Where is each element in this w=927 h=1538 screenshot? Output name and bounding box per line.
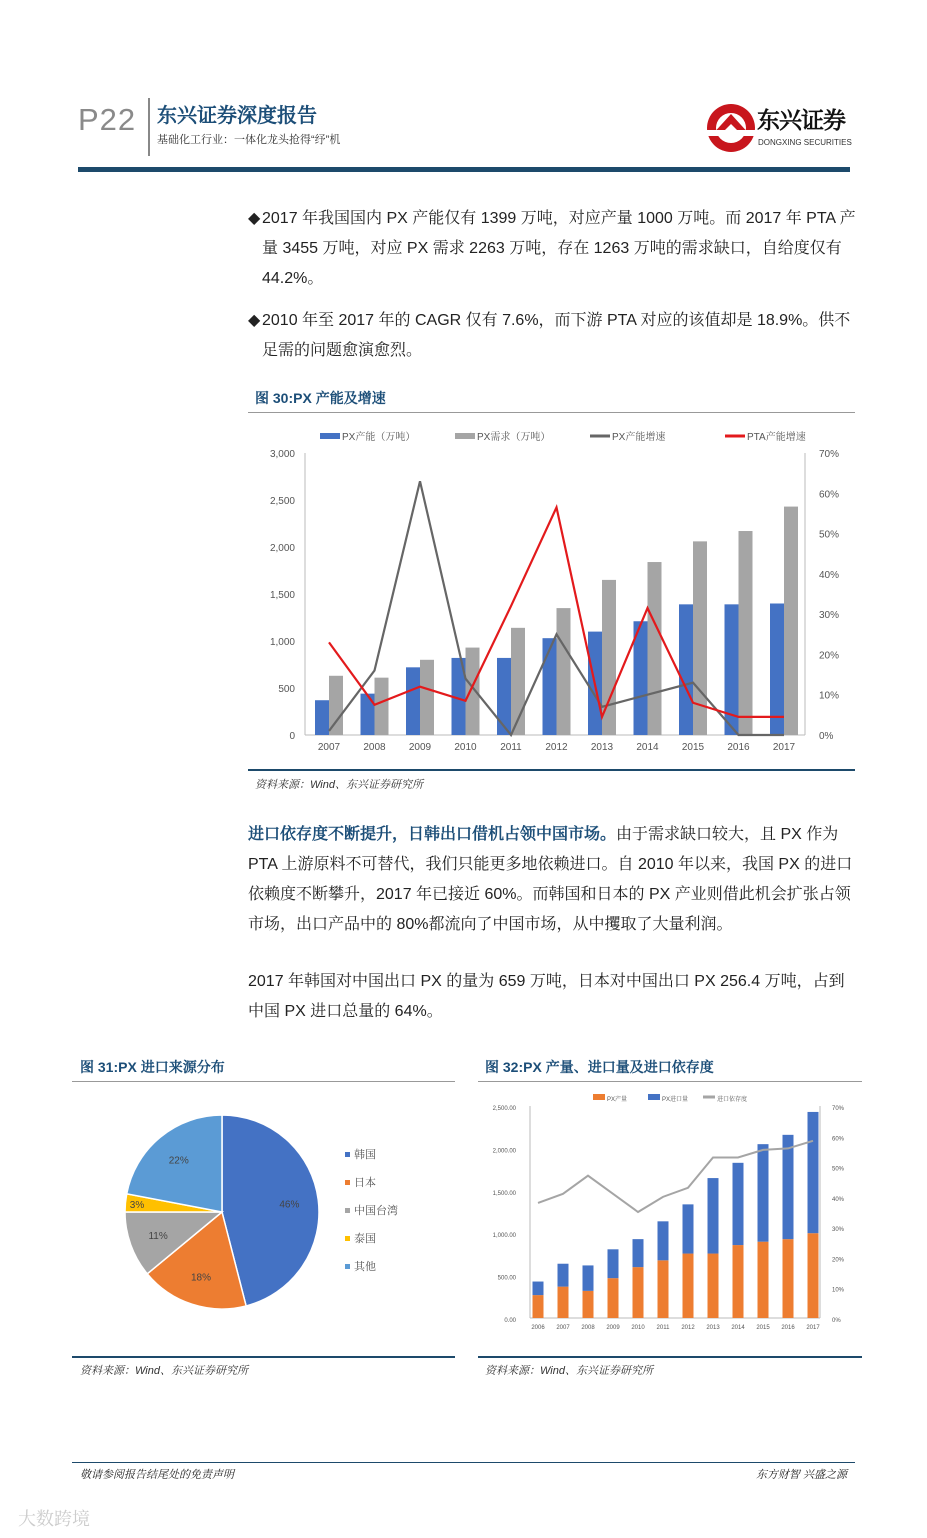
y2-tick-label: 0% xyxy=(832,1318,841,1324)
y-tick-label: 1,500 xyxy=(269,590,295,601)
fig31-title: 图 31:PX 进口来源分布 xyxy=(80,1059,225,1075)
bar-PX产能（万吨） xyxy=(315,700,329,735)
logo-cn-text: 东兴证券 xyxy=(757,107,845,133)
x-tick-label: 2017 xyxy=(772,742,796,753)
fig30-chart xyxy=(248,420,855,770)
bar-PX产量 xyxy=(783,1239,794,1318)
bar-PX产量 xyxy=(733,1245,744,1318)
fig31-bottom-rule xyxy=(72,1356,455,1358)
page-number: P22 xyxy=(78,102,137,137)
bullet-item: ◆ 2017 年我国国内 PX 产能仅有 1399 万吨，对应产量 1000 万吨。而 2017 年 PTA 产量 3455 万吨，对应 PX 需求 2263 万吨，存在 1263 万吨的需求缺口，自给度仅有 44.2%。 xyxy=(248,204,856,294)
x-tick-label: 2010 xyxy=(631,1325,645,1331)
pie-value-label: 46% xyxy=(279,1199,300,1211)
bar-PX需求（万吨） xyxy=(466,648,480,735)
fig30-title: 图 30:PX 产能及增速 xyxy=(255,390,386,406)
legend-label: PX产量 xyxy=(607,1097,628,1103)
y-tick-label: 500.00 xyxy=(497,1275,516,1282)
y2-tick-label: 40% xyxy=(819,569,840,581)
x-tick-label: 2012 xyxy=(545,742,568,753)
fig32-top-rule xyxy=(478,1081,862,1082)
x-tick-label: 2015 xyxy=(756,1325,770,1331)
legend-label: 其他 xyxy=(354,1261,376,1273)
y2-tick-label: 50% xyxy=(832,1166,845,1173)
bar-PX进口量 xyxy=(608,1249,619,1278)
y-tick-label: 1,000 xyxy=(269,637,295,648)
bar-PX产量 xyxy=(608,1278,619,1318)
x-tick-label: 2015 xyxy=(681,742,705,753)
fig30-top-rule xyxy=(248,412,855,413)
legend-label: 泰国 xyxy=(354,1233,376,1245)
legend-swatch xyxy=(345,1152,350,1157)
y2-tick-label: 70% xyxy=(819,449,840,460)
bar-PX产量 xyxy=(808,1233,819,1318)
report-title: 东兴证券深度报告 xyxy=(157,105,317,127)
bar-PX进口量 xyxy=(658,1221,669,1260)
fig31-top-rule xyxy=(72,1081,455,1082)
bar-PX产量 xyxy=(533,1295,544,1318)
x-tick-label: 2010 xyxy=(454,742,477,753)
y2-tick-label: 20% xyxy=(819,650,840,662)
y2-tick-label: 30% xyxy=(819,610,840,622)
bar-PX产能（万吨） xyxy=(406,667,420,735)
bar-PX产能（万吨） xyxy=(543,638,557,735)
x-tick-label: 2016 xyxy=(727,742,750,753)
bar-PX进口量 xyxy=(783,1135,794,1239)
y2-tick-label: 40% xyxy=(832,1196,845,1203)
x-tick-label: 2011 xyxy=(656,1325,670,1331)
x-tick-label: 2008 xyxy=(581,1325,595,1331)
x-tick-label: 2007 xyxy=(317,742,341,753)
bar-PX产能（万吨） xyxy=(679,604,693,735)
x-tick-label: 2006 xyxy=(531,1325,545,1331)
bullet-list xyxy=(248,204,856,366)
y-tick-label: 0.00 xyxy=(504,1318,516,1324)
legend-label: PX产能增速 xyxy=(612,432,666,443)
legend-swatch xyxy=(345,1180,350,1185)
pie-value-label: 18% xyxy=(191,1272,212,1284)
bar-PX进口量 xyxy=(558,1264,569,1287)
pie-value-label: 3% xyxy=(129,1199,145,1211)
bar-PX产量 xyxy=(583,1291,594,1318)
x-tick-label: 2007 xyxy=(556,1325,570,1331)
y-tick-label: 1,500.00 xyxy=(492,1190,516,1197)
bar-PX产能（万吨） xyxy=(770,603,784,735)
bar-PX进口量 xyxy=(633,1239,644,1267)
pie-value-label: 11% xyxy=(148,1231,168,1243)
paragraph-korea-japan: 2017 年韩国对中国出口 PX 的量为 659 万吨，日本对中国出口 PX 256.4 万吨，占到中国 PX 进口总量的 64%。 xyxy=(248,973,845,1020)
bar-PX需求（万吨） xyxy=(329,676,343,735)
bullet-item: ◆ 2010 年至 2017 年的 CAGR 仅有 7.6%，而下游 PTA 对应的该值却是 18.9%。供不足需的问题愈演愈烈。 xyxy=(248,306,856,366)
legend-label: PX产能（万吨） xyxy=(342,432,416,443)
bar-PX产量 xyxy=(708,1254,719,1318)
body-paragraphs xyxy=(248,820,856,1054)
legend-label: 日本 xyxy=(354,1177,376,1189)
footer-slogan: 东方财智 兴盛之源 xyxy=(755,1469,847,1481)
legend-label: 韩国 xyxy=(354,1149,376,1161)
fig32-source: 资料来源：Wind、东兴证券研究所 xyxy=(485,1365,653,1377)
bar-PX进口量 xyxy=(758,1144,769,1242)
y2-tick-label: 60% xyxy=(832,1136,845,1143)
legend-label: PX进口量 xyxy=(662,1097,689,1103)
bar-PX需求（万吨） xyxy=(648,562,662,735)
header-bar xyxy=(78,167,850,172)
y-tick-label: 2,000 xyxy=(269,543,295,554)
legend-label: 进口依存度 xyxy=(717,1097,748,1103)
header-divider xyxy=(148,98,150,156)
diamond-bullet-icon: ◆ xyxy=(248,210,261,227)
y2-tick-label: 0% xyxy=(819,731,834,742)
x-tick-label: 2013 xyxy=(590,742,614,753)
report-subtitle: 基础化工行业：一体化龙头抢得“纾”机 xyxy=(157,134,341,146)
y-tick-label: 2,000.00 xyxy=(492,1148,516,1155)
bar-PX需求（万吨） xyxy=(739,531,753,735)
y2-tick-label: 30% xyxy=(832,1227,845,1234)
bar-PX产量 xyxy=(658,1260,669,1318)
paragraph-import: 进口依存度不断提升，日韩出口借机占领中国市场。由于需求缺口较大，且 PX 作为 PTA 上游原料不可替代，我们只能更多地依赖进口。自 2010 年以来，我国 PX 的进口依赖度不断攀升，2017 年已接近 60%。而韩国和日本的 PX 产业则借此机会扩张占领市场，出口产品中的 80%都流向了中国市场，从中攫取了大量利润。 xyxy=(248,826,853,933)
y2-tick-label: 70% xyxy=(832,1106,845,1112)
y2-tick-label: 10% xyxy=(832,1287,845,1294)
y-tick-label: 1,000.00 xyxy=(492,1233,516,1240)
x-tick-label: 2013 xyxy=(706,1325,720,1331)
y2-tick-label: 10% xyxy=(819,690,840,702)
x-tick-label: 2017 xyxy=(806,1325,820,1331)
fig31-pie-chart xyxy=(72,1085,455,1350)
bar-PX进口量 xyxy=(733,1163,744,1245)
y2-tick-label: 60% xyxy=(819,489,840,501)
bar-PX进口量 xyxy=(583,1265,594,1290)
legend-swatch xyxy=(320,433,340,439)
legend-label: 中国台湾 xyxy=(354,1205,398,1217)
legend-swatch xyxy=(345,1264,350,1269)
x-tick-label: 2016 xyxy=(781,1325,795,1331)
pie-value-label: 22% xyxy=(168,1155,189,1167)
bar-PX进口量 xyxy=(808,1112,819,1233)
legend-swatch xyxy=(648,1094,660,1100)
legend-swatch xyxy=(345,1208,350,1213)
footer-disclaimer: 敬请参阅报告结尾处的免责声明 xyxy=(80,1469,234,1481)
legend-swatch xyxy=(345,1236,350,1241)
bar-PX需求（万吨） xyxy=(784,507,798,735)
y-tick-label: 0 xyxy=(289,731,295,742)
legend-swatch xyxy=(455,433,475,439)
bar-PX进口量 xyxy=(708,1178,719,1253)
y-tick-label: 3,000 xyxy=(269,449,295,460)
bar-PX产能（万吨） xyxy=(361,694,375,735)
legend-label: PX需求（万吨） xyxy=(477,432,551,443)
y2-tick-label: 50% xyxy=(819,529,840,541)
bar-PX需求（万吨） xyxy=(375,678,389,735)
x-tick-label: 2008 xyxy=(363,742,386,753)
fig32-bottom-rule xyxy=(478,1356,862,1358)
x-tick-label: 2014 xyxy=(731,1325,745,1331)
legend-label: PTA产能增速 xyxy=(747,432,806,443)
fig30-source: 资料来源：Wind、东兴证券研究所 xyxy=(255,779,423,791)
bar-PX进口量 xyxy=(533,1282,544,1296)
x-tick-label: 2014 xyxy=(636,742,659,753)
bar-PX产量 xyxy=(558,1287,569,1318)
watermark: 大数跨境 xyxy=(18,1509,90,1529)
fig32-chart xyxy=(478,1090,862,1345)
logo-en-text: DONGXING SECURITIES xyxy=(758,138,852,147)
y-tick-label: 500 xyxy=(278,684,295,695)
bar-PX产量 xyxy=(758,1242,769,1318)
x-tick-label: 2012 xyxy=(681,1325,695,1331)
y-tick-label: 2,500 xyxy=(269,496,295,507)
fig32-title: 图 32:PX 产量、进口量及进口依存度 xyxy=(485,1059,714,1075)
bar-PX产量 xyxy=(683,1254,694,1318)
legend-swatch xyxy=(593,1094,605,1100)
fig30-bottom-rule xyxy=(248,769,855,771)
bar-PX产能（万吨） xyxy=(497,658,511,735)
y2-tick-label: 20% xyxy=(832,1257,845,1264)
x-tick-label: 2009 xyxy=(606,1325,620,1331)
diamond-bullet-icon: ◆ xyxy=(248,312,261,329)
bar-PX进口量 xyxy=(683,1204,694,1253)
fig31-source: 资料来源：Wind、东兴证券研究所 xyxy=(80,1365,248,1377)
footer-rule xyxy=(72,1462,855,1463)
line-进口依存度 xyxy=(538,1141,813,1212)
bar-PX需求（万吨） xyxy=(557,608,571,735)
x-tick-label: 2009 xyxy=(408,742,432,753)
x-tick-label: 2011 xyxy=(500,742,522,753)
y-tick-label: 2,500.00 xyxy=(492,1106,516,1112)
bar-PX需求（万吨） xyxy=(420,660,434,735)
bar-PX产量 xyxy=(633,1267,644,1318)
